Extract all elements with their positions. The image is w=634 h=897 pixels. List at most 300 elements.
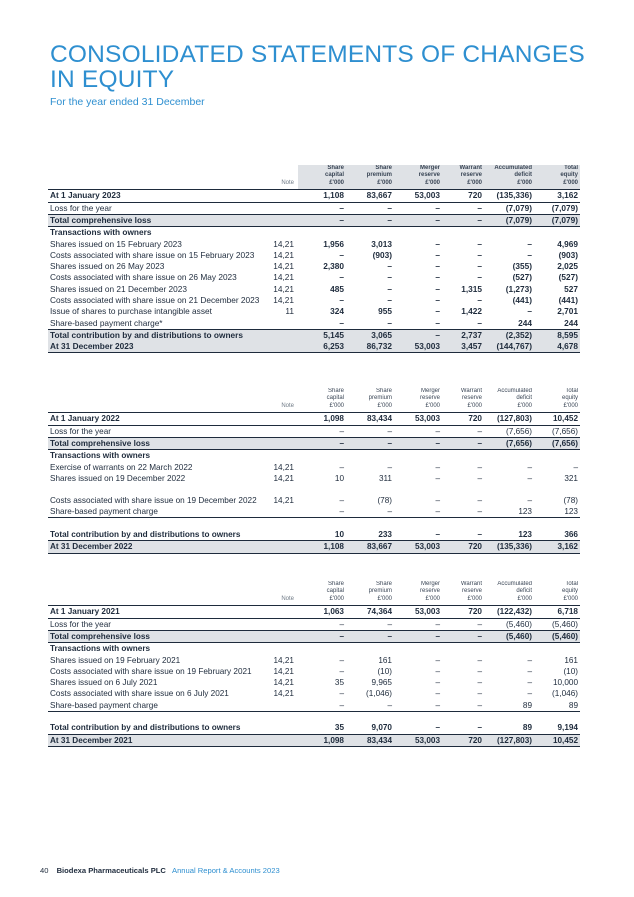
cell-warrant-reserve: – [477,700,482,710]
header-line: Share [327,388,344,394]
page-title: CONSOLIDATED STATEMENTS OF CHANGES IN EQUITY [50,41,585,93]
header-line: £'000 [329,595,344,602]
header-line: £'000 [377,595,392,602]
cell-share-premium: 233 [346,518,394,541]
table-row [48,250,580,261]
page-subtitle: For the year ended 31 December [50,96,205,108]
cell-merger-reserve: 53,003 [394,734,442,746]
cell-share-premium: 86,732 [346,341,394,353]
cell-merger-reserve: – [394,711,442,734]
row-label: Shares issued on 15 February 2023 [50,238,182,249]
row-label: Total comprehensive loss [48,214,270,226]
table-row [48,190,580,202]
cell-accumulated-deficit: – [527,249,532,260]
header-line: capital [324,172,344,179]
row-label: Transactions with owners [50,644,151,654]
cell-merger-reserve: – [435,678,440,688]
row-label: Shares issued on 26 May 2023 [50,261,165,272]
row-label: At 31 December 2022 [48,541,270,553]
row-note: 14,21 [273,283,294,294]
cell-warrant-reserve: – [477,507,482,517]
header-line: Total [564,165,578,171]
cell-total-equity: (78) [563,495,578,505]
header-warrant-reserve [442,581,484,606]
cell-accumulated-deficit: 89 [522,700,532,710]
cell-total-equity: (5,460) [552,619,578,629]
column-header-row [48,165,580,190]
cell-merger-reserve: – [435,238,440,249]
cell-share-premium: 3,065 [346,329,394,341]
cell-total-equity: (7,656) [534,437,580,449]
row-label: At 1 January 2023 [48,190,270,202]
header-line: Share [375,388,392,394]
cell-share-premium: 9,965 [371,678,392,688]
cell-warrant-reserve: 3,457 [442,341,484,353]
table-row [48,484,580,506]
row-label: Exercise of warrants on 22 March 2022 [50,462,193,472]
row-note: 11 [285,306,294,317]
row-note [270,711,298,734]
cell-warrant-reserve [442,450,484,462]
cell-total-equity: 2,701 [557,306,578,317]
header-line: reserve [419,588,440,595]
row-note: 14,21 [273,666,294,676]
header-line: £'000 [425,595,440,602]
cell-total-equity: 89 [568,700,578,710]
cell-share-capital: – [339,689,344,699]
header-line: Merger [419,165,440,171]
cell-warrant-reserve: – [477,272,482,283]
table-row [48,643,580,655]
header-line: Share [375,581,392,587]
cell-warrant-reserve: 2,737 [442,329,484,341]
cell-share-premium: 83,667 [346,190,394,202]
cell-merger-reserve: 53,003 [394,413,442,425]
header-line: equity [561,395,578,402]
cell-share-premium: – [387,283,392,294]
header-line: Merger [420,581,440,587]
cell-share-premium: 83,434 [346,734,394,746]
cell-total-equity: 6,718 [534,606,580,618]
row-label: At 31 December 2023 [48,341,270,353]
header-line: Warrant [460,581,482,587]
cell-share-capital: – [339,495,344,505]
cell-total-equity: 244 [564,317,578,328]
table-row [48,214,580,226]
table-row [48,541,580,553]
cell-share-capital: 1,956 [323,238,344,249]
cell-share-premium: – [387,202,392,213]
cell-share-capital: 1,108 [298,190,346,202]
cell-share-premium: – [387,317,392,328]
cell-share-capital: – [339,507,344,517]
cell-accumulated-deficit: (7,656) [506,426,532,436]
cell-share-premium: – [387,700,392,710]
cell-warrant-reserve: – [477,317,482,328]
row-label: Transactions with owners [50,227,152,238]
cell-accumulated-deficit: (7,079) [484,214,534,226]
table-row [48,473,580,484]
row-note: 14,21 [273,261,294,272]
header-line: £'000 [563,595,578,602]
row-note: 14,21 [273,655,294,665]
header-line: £'000 [425,402,440,409]
cell-total-equity: 3,162 [534,190,580,202]
row-label: Share-based payment charge [50,507,158,517]
header-line: Total [565,581,578,587]
cell-accumulated-deficit: (5,460) [506,619,532,629]
header-line: reserve [460,172,482,179]
cell-share-capital: 10 [298,518,346,541]
cell-share-capital: 1,098 [298,734,346,746]
equity-table-2023 [48,165,580,353]
cell-total-equity: – [573,462,578,472]
header-line: £'000 [425,179,440,186]
table-row [48,227,580,239]
footer-report: Annual Report & Accounts 2023 [172,866,280,875]
header-line: £'000 [517,402,532,409]
cell-share-capital: – [298,630,346,642]
cell-total-equity [534,643,580,655]
cell-warrant-reserve: – [442,518,484,541]
note-header: Note [281,179,294,186]
cell-share-premium: (78) [377,495,392,505]
cell-total-equity: (7,656) [552,426,578,436]
cell-accumulated-deficit: (1,273) [505,283,532,294]
cell-merger-reserve: 53,003 [394,606,442,618]
row-note [270,214,298,226]
header-line: reserve [461,395,482,402]
cell-accumulated-deficit: 123 [518,507,532,517]
table-row [48,295,580,306]
row-note [270,618,298,630]
row-note [270,643,298,655]
header-share-premium [346,581,394,606]
cell-accumulated-deficit [484,450,534,462]
cell-warrant-reserve: – [477,426,482,436]
cell-share-capital: 35 [334,678,344,688]
cell-merger-reserve: – [435,655,440,665]
row-label: Shares issued on 6 July 2021 [50,678,158,688]
header-line: £'000 [377,179,392,186]
cell-warrant-reserve: 720 [442,541,484,553]
header-merger-reserve [394,165,442,190]
row-note [270,202,298,214]
table-row [48,261,580,272]
cell-accumulated-deficit: 244 [518,317,532,328]
note-header: Note [281,402,294,409]
cell-warrant-reserve: – [477,462,482,472]
cell-share-premium: – [387,619,392,629]
row-note: 14,21 [273,689,294,699]
cell-total-equity: 10,452 [534,734,580,746]
cell-accumulated-deficit: (135,336) [484,190,534,202]
row-label: Loss for the year [50,426,111,436]
cell-merger-reserve: – [394,329,442,341]
cell-merger-reserve: – [394,630,442,642]
cell-merger-reserve: – [435,462,440,472]
cell-warrant-reserve: – [477,473,482,483]
header-line: premium [368,588,392,595]
table-row [48,425,580,437]
header-line: Accumulated [497,581,532,587]
table-row [48,654,580,665]
header-line: Warrant [460,388,482,394]
row-note: 14,21 [273,678,294,688]
cell-merger-reserve: – [435,689,440,699]
header-line: reserve [461,588,482,595]
cell-share-capital [298,227,346,239]
table-row [48,518,580,541]
cell-share-premium: – [387,426,392,436]
cell-total-equity [534,450,580,462]
cell-merger-reserve: – [435,495,440,505]
cell-merger-reserve: – [435,619,440,629]
header-line: premium [368,395,392,402]
header-line: Share [327,581,344,587]
cell-share-premium: (10) [377,666,392,676]
header-share-capital [298,388,346,413]
cell-share-capital: 10 [334,473,344,483]
table-row [48,700,580,712]
table-row [48,630,580,642]
cell-accumulated-deficit: (127,803) [484,734,534,746]
cell-share-premium: 3,013 [371,238,392,249]
header-line: Accumulated [497,388,532,394]
cell-share-capital: – [339,426,344,436]
cell-total-equity: 9,194 [534,711,580,734]
header-line: Share [327,165,344,171]
cell-warrant-reserve [442,643,484,655]
table-row [48,437,580,449]
cell-share-premium [346,643,394,655]
cell-accumulated-deficit: (135,336) [484,541,534,553]
table-row [48,202,580,214]
header-line: Warrant [459,165,482,171]
row-label: Costs associated with share issue on 15 February 2023 [50,249,255,260]
row-note [270,606,298,618]
row-label: Shares issued on 19 December 2022 [50,473,186,483]
row-label: Total comprehensive loss [48,437,270,449]
header-share-premium [346,388,394,413]
header-share-premium [346,165,394,190]
row-note [270,437,298,449]
cell-merger-reserve: – [435,249,440,260]
row-label: Shares issued on 19 February 2021 [50,655,181,665]
cell-merger-reserve: – [435,306,440,317]
cell-accumulated-deficit: – [527,238,532,249]
row-label: Costs associated with share issue on 19 December 2022 [50,495,257,505]
header-warrant-reserve [442,165,484,190]
cell-warrant-reserve: 1,315 [461,283,482,294]
header-line: deficit [514,172,532,179]
cell-total-equity: (10) [563,666,578,676]
header-total-equity [534,165,580,190]
cell-merger-reserve: – [435,272,440,283]
cell-share-premium [346,227,394,239]
header-line: £'000 [467,595,482,602]
footer-company: Biodexa Pharmaceuticals PLC [56,866,166,875]
row-label: Total contribution by and distributions to owners [48,518,270,541]
cell-share-premium: 161 [378,655,392,665]
row-label: Loss for the year [50,202,112,213]
table-row [48,606,580,618]
equity-table-2022 [48,388,580,554]
cell-share-capital: – [339,272,344,283]
cell-share-premium: (1,046) [366,689,392,699]
cell-share-premium: – [387,261,392,272]
cell-share-capital: 2,380 [323,261,344,272]
table-row [48,461,580,472]
table-row [48,450,580,462]
page-number: 40 [40,866,49,875]
row-label: At 31 December 2021 [48,734,270,746]
row-label: At 1 January 2022 [48,413,270,425]
cell-share-capital: – [339,700,344,710]
cell-total-equity: (441) [558,295,578,306]
cell-share-capital: – [298,214,346,226]
cell-accumulated-deficit [484,643,534,655]
cell-total-equity: (527) [558,272,578,283]
cell-share-premium: 311 [378,473,392,483]
cell-warrant-reserve: – [477,619,482,629]
row-label: Share-based payment charge [50,700,158,710]
table-row [48,317,580,329]
table-row [48,272,580,283]
cell-merger-reserve: – [435,666,440,676]
cell-total-equity [534,227,580,239]
table-row [48,734,580,746]
row-label: Shares issued on 21 December 2023 [50,283,187,294]
row-label: Costs associated with share issue on 6 July 2021 [50,689,229,699]
row-note: 14,21 [273,462,294,472]
cell-merger-reserve: 53,003 [394,341,442,353]
row-note: 14,21 [273,249,294,260]
table-row [48,677,580,688]
header-line: £'000 [563,179,578,186]
column-header-row [48,388,580,413]
cell-warrant-reserve: – [477,238,482,249]
cell-share-capital: 5,145 [298,329,346,341]
row-note [270,341,298,353]
row-note: 14,21 [273,495,294,505]
row-label: Transactions with owners [50,451,151,461]
cell-accumulated-deficit: – [527,473,532,483]
cell-warrant-reserve: 720 [442,190,484,202]
cell-accumulated-deficit: – [527,655,532,665]
row-label: Issue of shares to purchase intangible asset [50,306,212,317]
cell-share-capital: 485 [330,283,344,294]
cell-accumulated-deficit: (127,803) [484,413,534,425]
cell-merger-reserve: – [435,283,440,294]
cell-warrant-reserve: – [442,630,484,642]
cell-share-capital [298,643,346,655]
cell-merger-reserve: – [394,214,442,226]
header-line: £'000 [377,402,392,409]
cell-warrant-reserve: – [477,261,482,272]
cell-share-capital: 35 [298,711,346,734]
cell-merger-reserve: – [394,437,442,449]
cell-share-capital: 1,098 [298,413,346,425]
cell-warrant-reserve: – [442,214,484,226]
cell-accumulated-deficit [484,227,534,239]
row-label: Loss for the year [50,619,111,629]
cell-warrant-reserve: – [477,249,482,260]
cell-share-premium: – [387,462,392,472]
cell-accumulated-deficit: (144,767) [484,341,534,353]
cell-share-capital: – [339,317,344,328]
row-label: Total contribution by and distributions to owners [48,711,270,734]
cell-accumulated-deficit: – [527,689,532,699]
cell-accumulated-deficit: (7,079) [505,202,532,213]
column-header-row [48,581,580,606]
cell-accumulated-deficit: (355) [512,261,532,272]
header-line: equity [561,588,578,595]
cell-share-capital: 1,063 [298,606,346,618]
table-row [48,688,580,699]
cell-warrant-reserve: – [477,202,482,213]
cell-warrant-reserve: 720 [442,734,484,746]
cell-total-equity: 4,678 [534,341,580,353]
header-line: Accumulated [494,165,532,171]
header-line: Share [375,165,392,171]
cell-share-premium: (903) [372,249,392,260]
cell-share-capital [298,450,346,462]
cell-share-capital: 6,253 [298,341,346,353]
row-note [270,413,298,425]
table-row [48,284,580,295]
cell-share-premium: 9,070 [346,711,394,734]
cell-share-premium: – [387,507,392,517]
cell-accumulated-deficit: – [527,495,532,505]
cell-accumulated-deficit: – [527,666,532,676]
header-warrant-reserve [442,388,484,413]
row-note [270,227,298,239]
table-row [48,413,580,425]
row-label: Total comprehensive loss [48,630,270,642]
cell-warrant-reserve: 720 [442,606,484,618]
cell-share-premium: – [346,630,394,642]
cell-total-equity: (5,460) [534,630,580,642]
cell-merger-reserve [394,643,442,655]
row-note: 14,21 [273,272,294,283]
row-note [270,506,298,518]
cell-merger-reserve: – [435,202,440,213]
row-note [270,541,298,553]
header-accumulated-deficit [484,165,534,190]
cell-total-equity: (1,046) [552,689,578,699]
cell-warrant-reserve: – [477,666,482,676]
row-note: 14,21 [273,473,294,483]
cell-accumulated-deficit: (2,352) [484,329,534,341]
table-row [48,618,580,630]
cell-share-premium: – [387,295,392,306]
header-line: Total [565,388,578,394]
cell-merger-reserve: – [435,473,440,483]
row-note: 14,21 [273,238,294,249]
row-note [270,317,298,329]
cell-share-capital: 324 [330,306,344,317]
cell-share-premium: – [346,437,394,449]
cell-accumulated-deficit: (5,460) [484,630,534,642]
cell-share-capital: – [339,655,344,665]
cell-accumulated-deficit: – [527,678,532,688]
cell-total-equity: 4,969 [557,238,578,249]
header-line: capital [326,395,344,402]
note-header: Note [281,595,294,602]
cell-share-capital: 1,108 [298,541,346,553]
cell-accumulated-deficit: (7,656) [484,437,534,449]
